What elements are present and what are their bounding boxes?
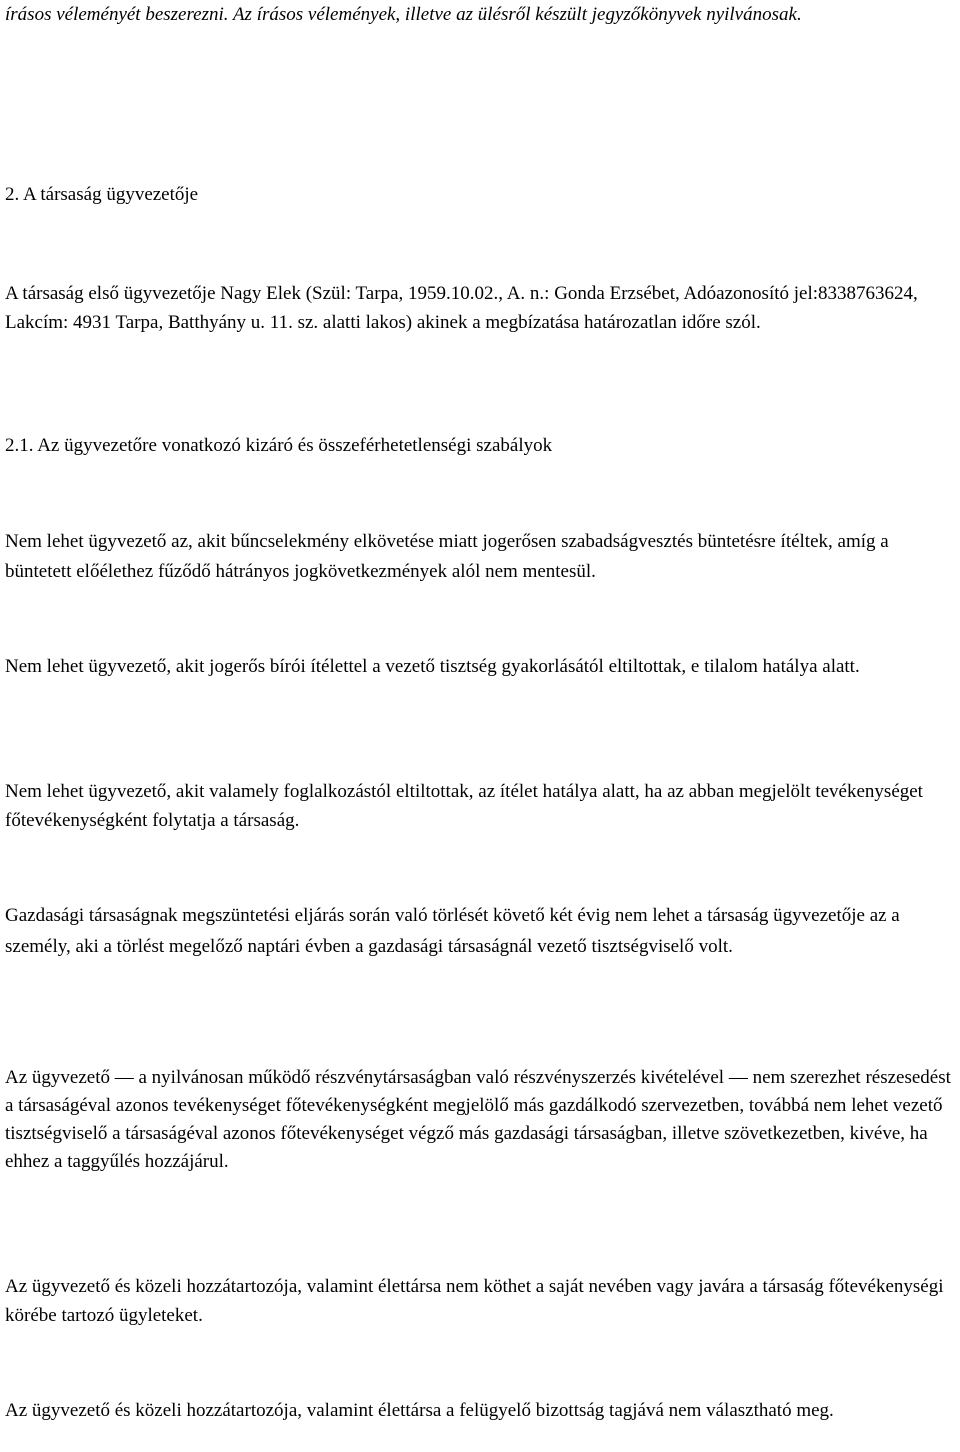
paragraph-court-ban: Nem lehet ügyvezető, akit jogerős bírói ítélettel a vezető tisztség gyakorlásától eltiltottak, e tilalom hatálya alatt. bbox=[5, 656, 860, 677]
paragraph-related-transactions: Az ügyvezető és közeli hozzátartozója, valamint élettársa nem köthet a saját nevében vagy javára a társaság főtevékenységi körébe tartozó ügyleteket. bbox=[5, 1276, 944, 1326]
intro-paragraph: írásos véleményét beszerezni. Az írásos vélemények, illetve az ülésről készült jegyzőkönyvek nyilvánosak. bbox=[5, 4, 802, 25]
section-2-heading: 2. A társaság ügyvezetője bbox=[5, 184, 199, 205]
section-2-1-heading: 2.1. Az ügyvezetőre vonatkozó kizáró és összeférhetetlenségi szabályok bbox=[5, 435, 553, 456]
paragraph-supervisory-board: Az ügyvezető és közeli hozzátartozója, valamint élettársa a felügyelő bizottság tagjává nem választható meg. bbox=[5, 1400, 834, 1421]
paragraph-competing-interests: Az ügyvezető — a nyilvánosan működő részvénytársaságban való részvényszerzés kivételével — nem szerezhet részesedést a társaságéval azonos tevékenységet főtevékenységként megjelölő más gazdálkodó szervezetben, továbbá nem lehet vezető tisztségviselő a társaságéval azonos főtevékenységet végző más gazdasági társaságban, illetve szövetkezetben, kivéve, ha ehhez a taggyűlés hozzájárul. bbox=[5, 1067, 951, 1172]
paragraph-deleted-company: Gazdasági társaságnak megszüntetési eljárás során való törlését követő két évig nem lehet a társaság ügyvezetője az a személy, aki a törlést megelőző naptári évben a gazdasági társaságnál vezető tisztségviselő volt. bbox=[5, 905, 900, 957]
section-2-paragraph: A társaság első ügyvezetője Nagy Elek (Szül: Tarpa, 1959.10.02., A. n.: Gonda Erzsébet, Adóazonosító jel:8338763624, Lakcím: 4931 Tarpa, Batthyány u. 11. sz. alatti lakos) akinek a megbízatása határozatlan időre szól. bbox=[5, 283, 918, 333]
paragraph-criminal-conviction: Nem lehet ügyvezető az, akit bűncselekmény elkövetése miatt jogerősen szabadságvesztés büntetésre ítéltek, amíg a büntetett előélethez fűződő hátrányos jogkövetkezmények alól nem mentesül. bbox=[5, 531, 889, 582]
paragraph-occupation-ban: Nem lehet ügyvezető, akit valamely foglalkozástól eltiltottak, az ítélet hatálya alatt, ha az abban megjelölt tevékenységet főtevékenységként folytatja a társaság. bbox=[5, 781, 923, 831]
